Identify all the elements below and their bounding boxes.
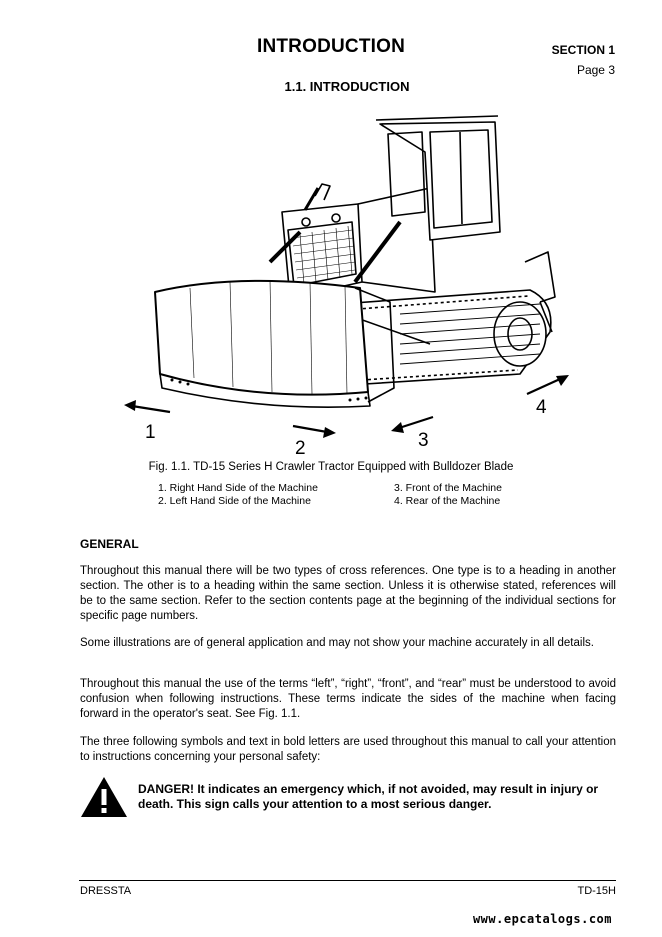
page-title: INTRODUCTION [256,36,406,57]
legend-item: 4. Rear of the Machine [394,495,501,507]
legend-item: 3. Front of the Machine [394,482,502,494]
section-label: SECTION 1 [551,43,615,57]
footer-divider [79,880,616,881]
paragraph: Throughout this manual there will be two types of cross references. One type is to a heading in another section. The other is to a heading within the same section. Unless it is otherwise stated, references will be to the same section. Refer to the section contents page at the beginning of the individual sections for specific page numbers. [80,565,616,622]
legend-item: 1. Right Hand Side of the Machine [158,482,318,494]
danger-notice: DANGER! It indicates an emergency which, if not avoided, may result in injury or death. This sign calls your attention to a most serious danger. [138,782,599,811]
footer-model: TD-15H [577,885,616,897]
general-heading: GENERAL [80,537,139,551]
tractor-illustration [100,112,580,462]
paragraph: The three following symbols and text in bold letters are used throughout this manual to call your attention to instructions concerning your personal safety: [80,736,616,763]
warning-triangle-icon [80,776,128,818]
figure-caption: Fig. 1.1. TD-15 Series H Crawler Tractor Equipped with Bulldozer Blade [148,461,514,473]
callout-4: 4 [536,397,547,418]
section-subtitle: 1.1. INTRODUCTION [284,79,410,94]
legend-item: 2. Left Hand Side of the Machine [158,495,311,507]
footer-brand: DRESSTA [80,885,132,897]
callout-1: 1 [145,422,156,443]
paragraph: Throughout this manual the use of the terms “left”, “right”, “front”, and “rear” must be understood to avoid confusion when following instructions. These terms indicate the sides of the machine when facing forward in the operator's seat. See Fig. 1.1. [80,678,616,720]
watermark: www.epcatalogs.com [472,912,612,926]
callout-2: 2 [295,438,306,459]
paragraph: Some illustrations are of general application and may not show your machine accurately in all details. [80,637,594,649]
page-number: Page 3 [576,63,615,77]
callout-3: 3 [418,430,429,451]
